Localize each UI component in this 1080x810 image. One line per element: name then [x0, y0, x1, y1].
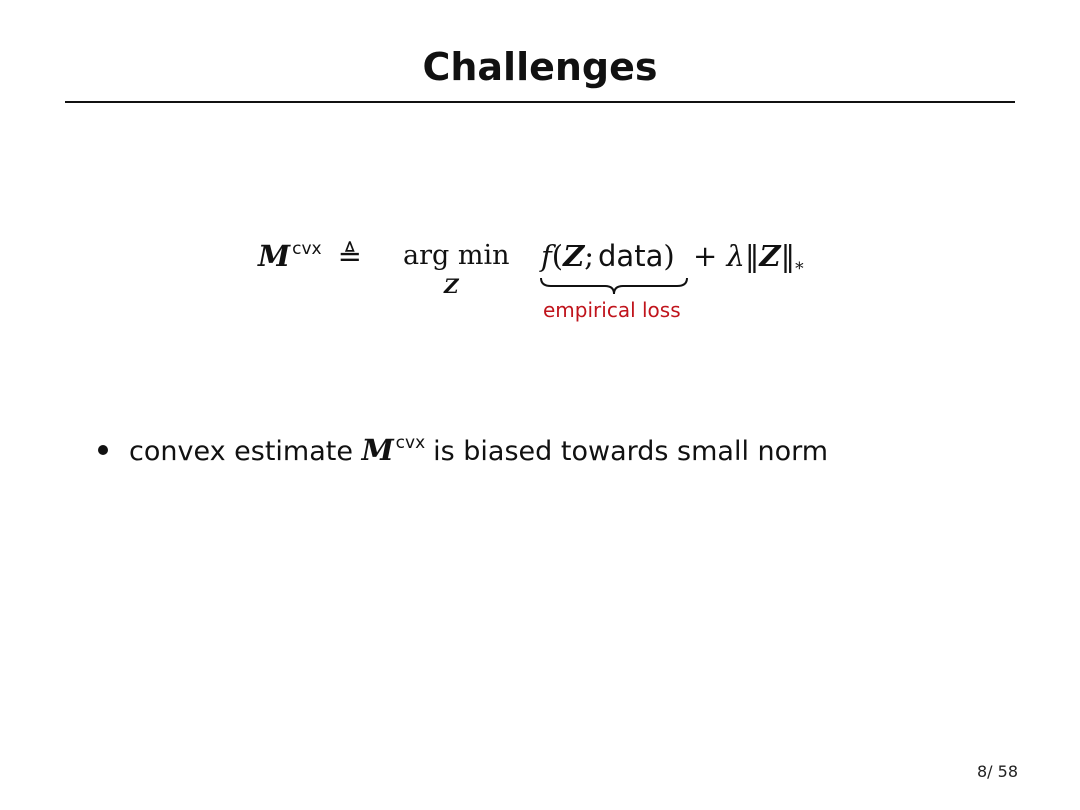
- empirical-loss-annotation: empirical loss: [543, 298, 681, 322]
- norm-subscript: *: [795, 259, 804, 279]
- norm-open: ‖: [744, 239, 760, 273]
- norm-variable: Z: [759, 239, 781, 273]
- regularizer-term: [693, 236, 804, 281]
- norm-close: ‖: [780, 239, 796, 273]
- bullet-icon: [98, 445, 108, 455]
- defined-as-symbol: ≜: [337, 239, 362, 273]
- loss-close-paren: ): [663, 239, 675, 273]
- lhs-superscript: cvx: [292, 239, 322, 259]
- argmin-subscript: Z: [444, 274, 459, 298]
- slide-title: Challenges: [422, 45, 658, 89]
- title-divider: [65, 101, 1015, 103]
- lhs-symbol: M: [258, 239, 291, 273]
- bullet-item: [96, 430, 828, 470]
- loss-variable: Z: [563, 239, 585, 273]
- bullet-math-symbol: M: [361, 433, 394, 467]
- bullet-suffix: is biased towards small norm: [433, 436, 829, 467]
- loss-function-symbol: f: [541, 239, 552, 273]
- bullet-prefix: convex estimate: [129, 436, 353, 467]
- loss-open-paren: (: [551, 239, 564, 273]
- equation-lhs: [258, 236, 380, 276]
- lambda-symbol: λ: [726, 239, 745, 273]
- argmin-operator: arg min: [403, 240, 510, 271]
- page-number: 8/ 58: [976, 762, 1018, 781]
- loss-term: [541, 236, 675, 276]
- underbrace-icon: [539, 276, 689, 296]
- loss-separator: ;: [584, 239, 595, 273]
- plus-sign: +: [693, 239, 718, 273]
- loss-data-word: data: [598, 239, 664, 273]
- bullet-math-superscript: cvx: [395, 433, 426, 453]
- optimization-equation: [0, 236, 1080, 326]
